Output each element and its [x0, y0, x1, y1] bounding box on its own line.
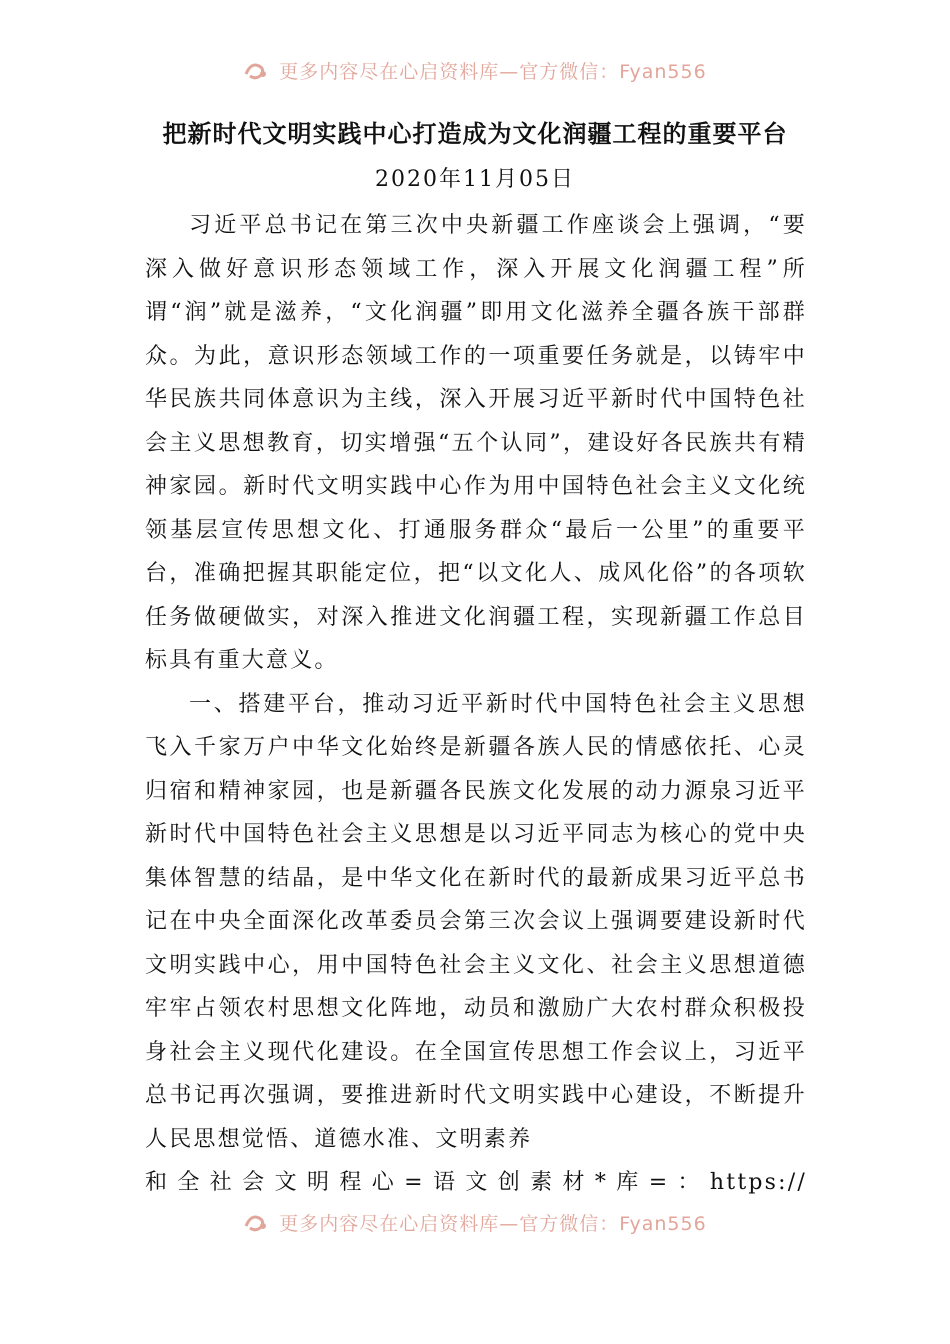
- watermark-header: [0, 58, 950, 82]
- document-title: 把新时代文明实践中心打造成为文化润疆工程的重要平台: [162, 119, 788, 148]
- document-body: [145, 204, 807, 1205]
- watermark-footer: [0, 1210, 950, 1234]
- document-date: 2020年11月05日: [375, 167, 575, 192]
- paragraph-last-line: 和 全 社 会 文 明 程 心 = 语 文 创 素 材 * 库 = ： https://: [145, 1161, 807, 1205]
- brand-logo-icon: [243, 60, 271, 80]
- paragraph-section-one: 一、搭建平台，推动习近平新时代中国特色社会主义思想飞入千家万户中华文化始终是新疆各族人民的情感依托、心灵归宿和精神家园，也是新疆各民族文化发展的动力源泉习近平新时代中国特色社会主义思想是以习近平同志为核心的党中央集体智慧的结晶，是中华文化在新时代的最新成果习近平总书记在中央全面深化改革委员会第三次会议上强调要建设新时代文明实践中心，用中国特色社会主义文化、社会主义思想道德牢牢占领农村思想文化阵地，动员和激励广大农村群众积极投身社会主义现代化建设。在全国宣传思想工作会议上，习近平总书记再次强调，要推进新时代文明实践中心建设，不断提升人民思想觉悟、道德水准、文明素养: [145, 691, 807, 1152]
- watermark-text: 更多内容尽在心启资料库—官方微信：Fyan556: [279, 1212, 707, 1235]
- paragraph-intro: 习近平总书记在第三次中央新疆工作座谈会上强调，“要深入做好意识形态领域工作，深入开展文化润疆工程”所谓“润”就是滋养，“文化润疆”即用文化滋养全疆各族干部群众。为此，意识形态领域工作的一项重要任务就是，以铸牢中华民族共同体意识为主线，深入开展习近平新时代中国特色社会主义思想教育，切实增强“五个认同”，建设好各民族共有精神家园。新时代文明实践中心作为用中国特色社会主义文化统领基层宣传思想文化、打通服务群众“最后一公里”的重要平台，准确把握其职能定位，把“以文化人、成风化俗”的各项软任务做硬做实，对深入推进文化润疆工程，实现新疆工作总目标具有重大意义。: [145, 213, 807, 673]
- url-text: https://: [709, 1170, 807, 1195]
- brand-logo-icon: [243, 1212, 271, 1232]
- watermark-text: 更多内容尽在心启资料库—官方微信：Fyan556: [279, 60, 707, 83]
